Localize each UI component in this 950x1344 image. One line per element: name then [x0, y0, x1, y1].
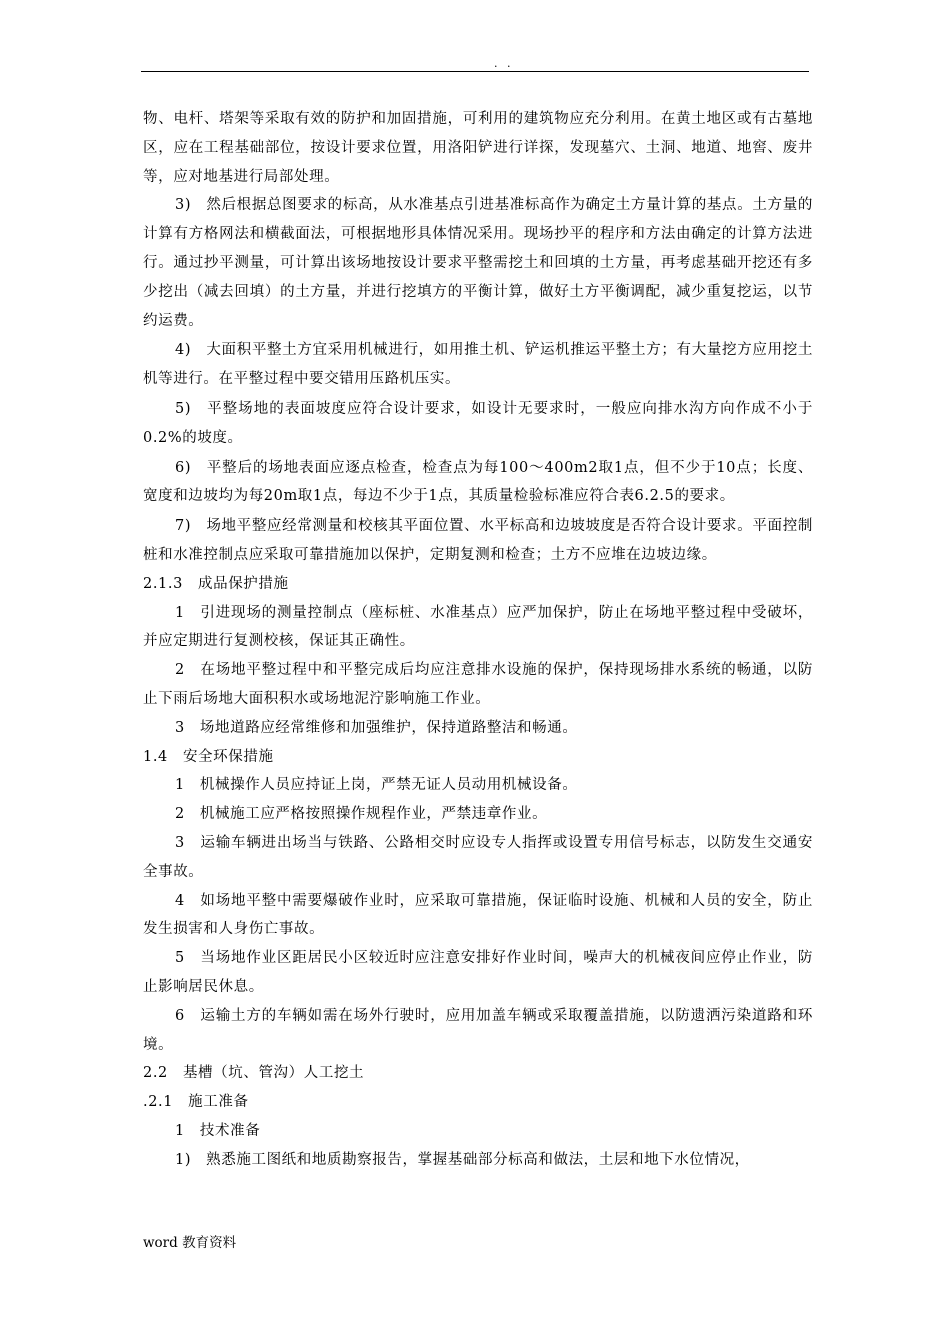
- paragraph-item-4: 4) 大面积平整土方宜采用机械进行，如用推土机、铲运机推运平整土方；有大量挖方应用挖土机等进行。在平整过程中要交错用压路机压实。: [143, 342, 813, 388]
- paragraph-item-3: 3) 然后根据总图要求的标高，从水准基点引进基准标高作为确定土方量计算的基点。土方量的计算有方格网法和横截面法，可根据地形具体情况采用。现场抄平的程序和方法由确定的计算方法进行。通过抄平测量，可计算出该场地按设计要求平整需挖土和回填的土方量，再考虑基础开挖还有多少挖出（减去回填）的土方量，并进行挖填方的平衡计算，做好土方平衡调配，减少重复挖运，以节约运费。: [143, 197, 813, 329]
- footer-label: word 教育资料: [143, 1235, 237, 1251]
- paragraph-safety-1: 1 机械操作人员应持证上岗，严禁无证人员动用机械设备。: [175, 777, 578, 794]
- document-body: [143, 105, 813, 1174]
- section-heading-1-4: 1.4 安全环保措施: [143, 748, 274, 765]
- header-rule: [141, 71, 809, 72]
- header-dots: . .: [494, 57, 514, 70]
- paragraph-item-7: 7) 场地平整应经常测量和校核其平面位置、水平标高和边坡坡度是否符合设计要求。平面控制桩和水准控制点应采取可靠措施加以保护，定期复测和检查；土方不应堆在边坡边缘。: [143, 518, 813, 563]
- section-heading-2-2-1: .2.1 施工准备: [143, 1094, 249, 1111]
- paragraph-tech-prep-1: 1) 熟悉施工图纸和地质勘察报告，掌握基础部分标高和做法，土层和地下水位情况，: [175, 1151, 750, 1168]
- paragraph-protect-1: 1 引进现场的测量控制点（座标桩、水准基点）应严加保护，防止在场地平整过程中受破坏，并应定期进行复测校核，保证其正确性。: [143, 604, 813, 650]
- paragraph-safety-6: 6 运输土方的车辆如需在场外行驶时，应用加盖车辆或采取覆盖措施，以防遗洒污染道路和环境。: [143, 1007, 813, 1053]
- paragraph-safety-5: 5 当场地作业区距居民小区较近时应注意安排好作业时间，噪声大的机械夜间应停止作业，防止影响居民休息。: [143, 950, 813, 995]
- section-heading-2-1-3: 2.1.3 成品保护措施: [143, 575, 289, 592]
- paragraph-safety-2: 2 机械施工应严格按照操作规程作业，严禁违章作业。: [175, 806, 548, 823]
- paragraph-protect-3: 3 场地道路应经常维修和加强维护，保持道路整洁和畅通。: [175, 719, 578, 736]
- paragraph-item-5: 5) 平整场地的表面坡度应符合设计要求，如设计无要求时，一般应向排水沟方向作成不小于0.2%的坡度。: [143, 400, 813, 446]
- paragraph-protect-2: 2 在场地平整过程中和平整完成后均应注意排水设施的保护，保持现场排水系统的畅通，以防止下雨后场地大面积积水或场地泥泞影响施工作业。: [143, 662, 813, 707]
- paragraph-item-6: 6) 平整后的场地表面应逐点检查，检查点为每100～400m2取1点，但不少于10点；长度、宽度和边坡均为每20m取1点，每边不少于1点，其质量检验标准应符合表6.2.5的要求。: [143, 459, 813, 505]
- section-heading-2-2: 2.2 基槽（坑、管沟）人工挖土: [143, 1065, 365, 1082]
- paragraph-tech-prep: 1 技术准备: [175, 1122, 261, 1139]
- paragraph-safety-3: 3 运输车辆进出场当与铁路、公路相交时应设专人指挥或设置专用信号标志，以防发生交通安全事故。: [143, 834, 813, 880]
- paragraph-site-protection: 物、电杆、塔架等采取有效的防护和加固措施，可利用的建筑物应充分利用。在黄土地区或有古墓地区，应在工程基础部位，按设计要求位置，用洛阳铲进行详探，发现墓穴、土洞、地道、地窖、废井等，应对地基进行局部处理。: [143, 111, 813, 185]
- paragraph-safety-4: 4 如场地平整中需要爆破作业时，应采取可靠措施，保证临时设施、机械和人员的安全，防止发生损害和人身伤亡事故。: [143, 892, 813, 938]
